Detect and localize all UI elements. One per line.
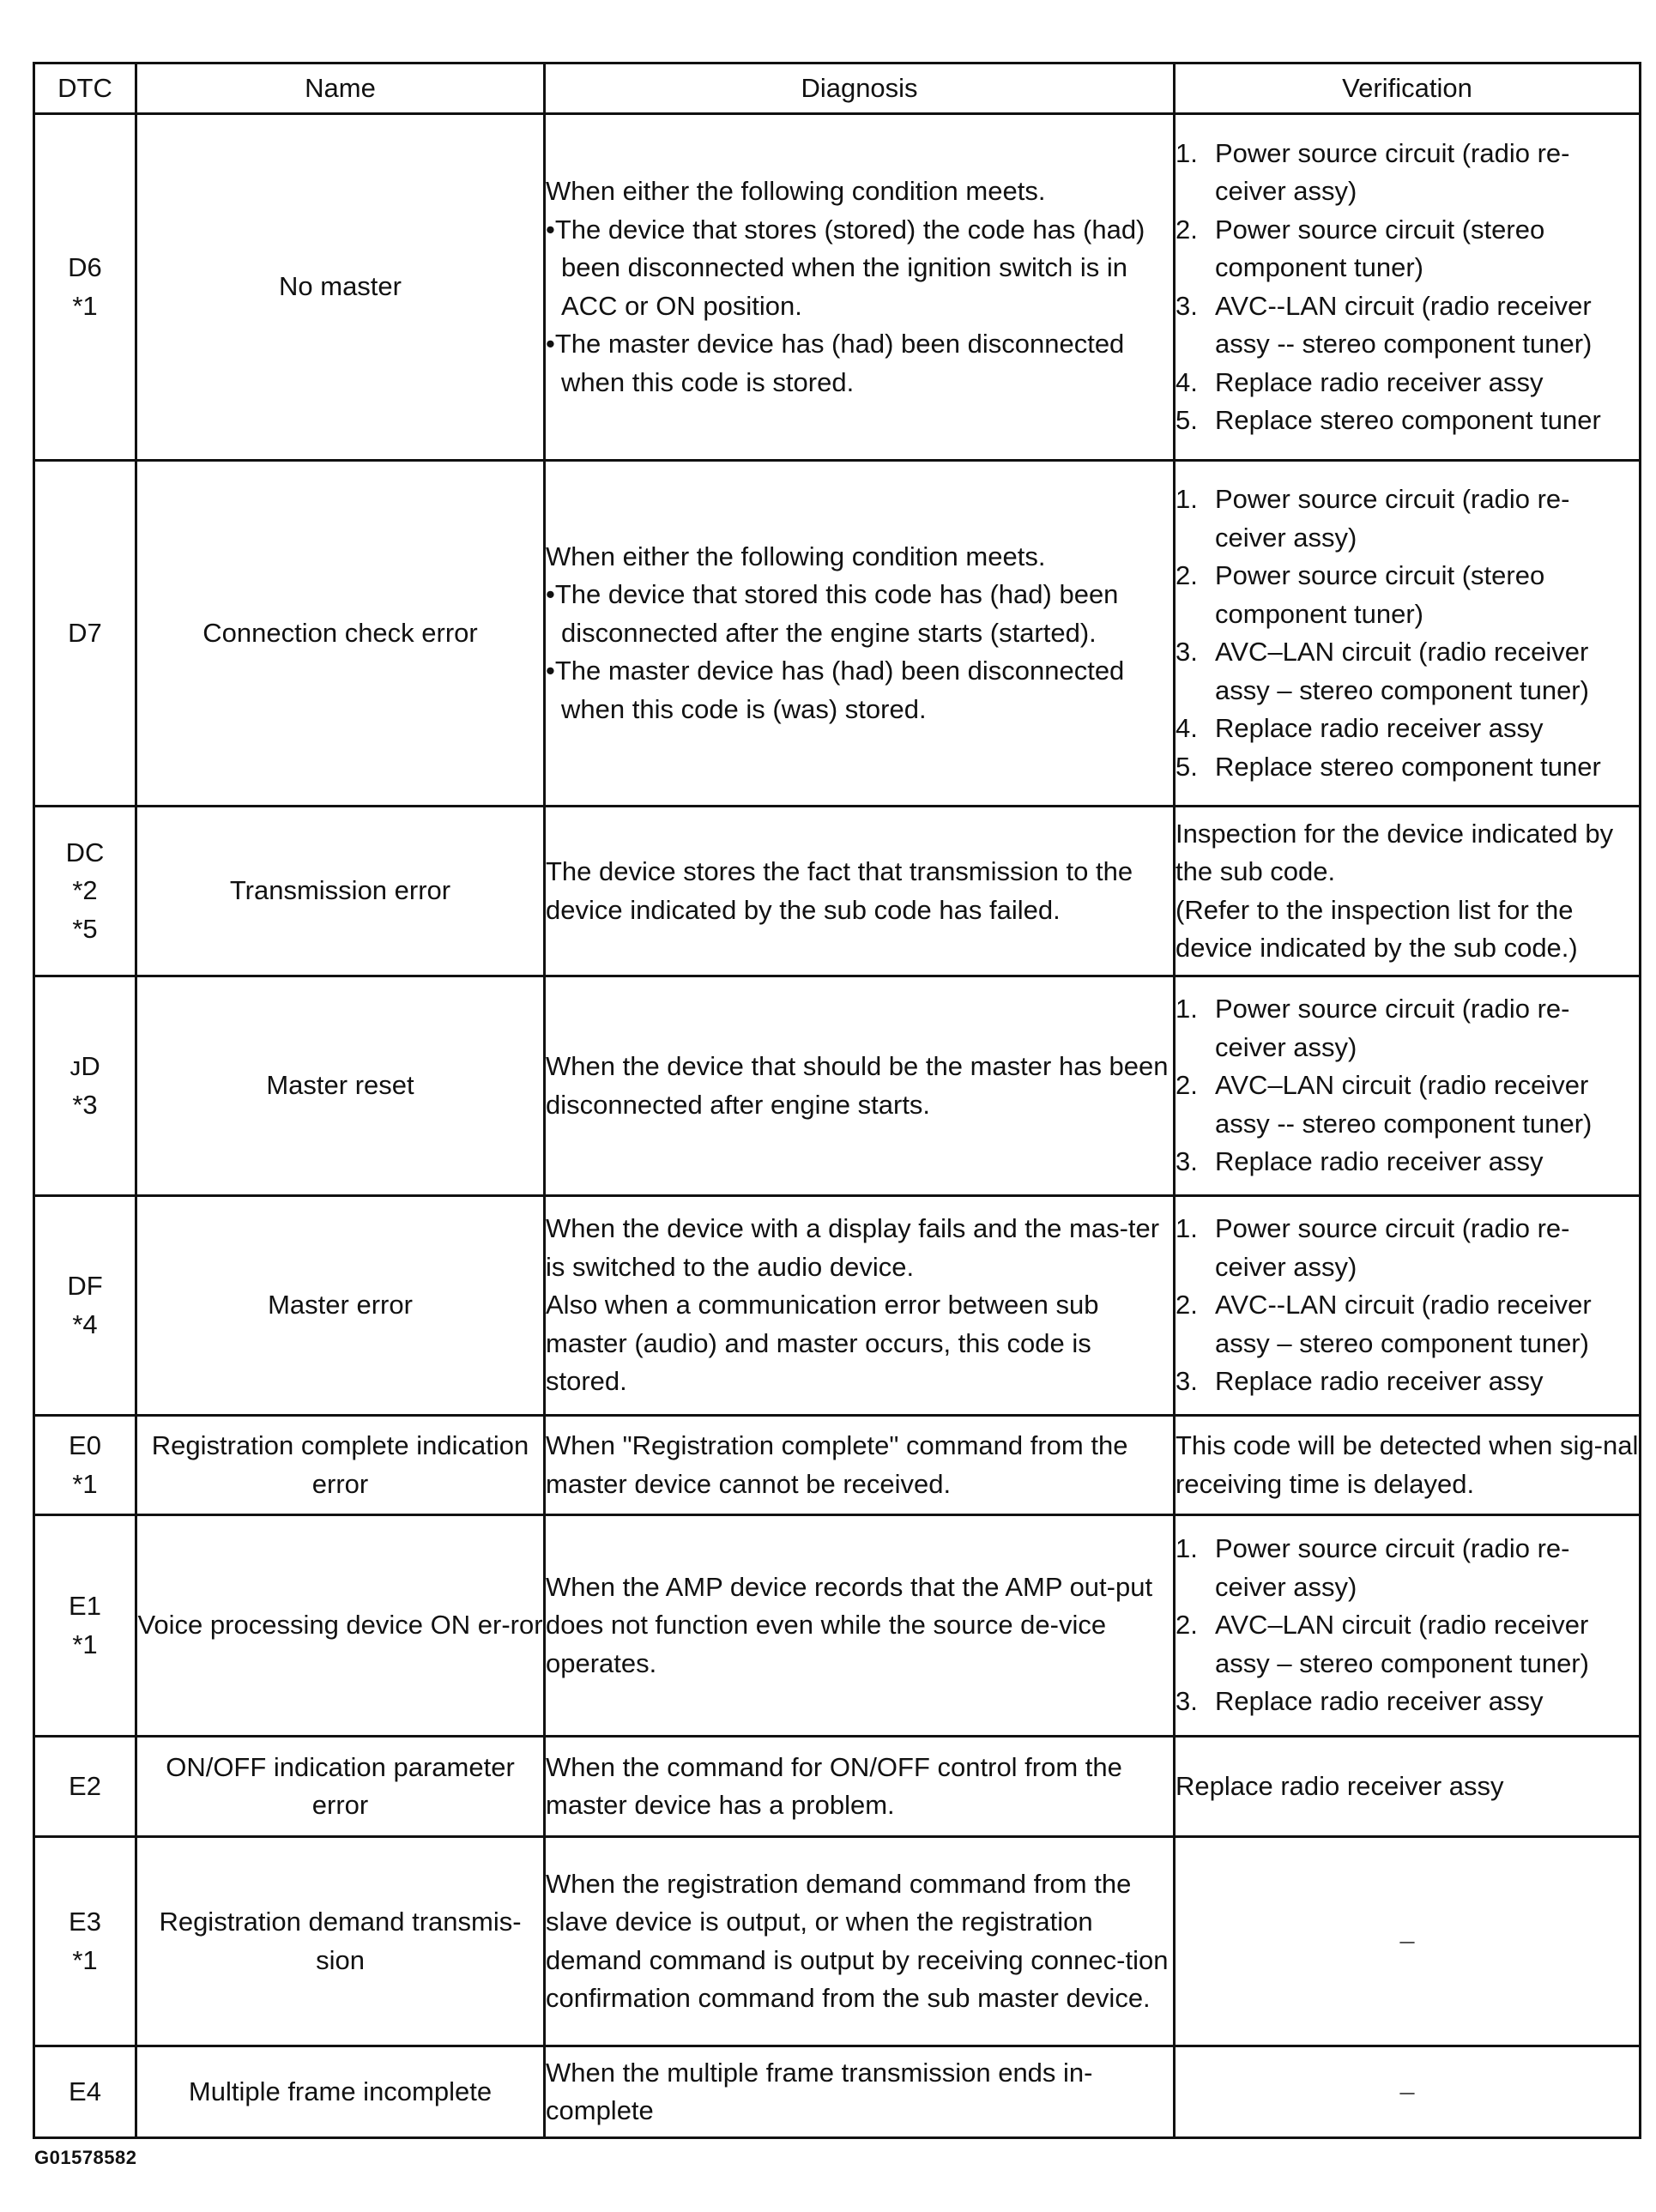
table-row xyxy=(34,1515,1641,1737)
dtc-code-cell xyxy=(34,1837,136,2046)
dtc-code-line: E2 xyxy=(69,1770,101,1801)
verification-step: 1. Power source circuit (radio re- xyxy=(1176,990,1639,1029)
dtc-name-cell xyxy=(136,461,545,807)
step-number: 3. xyxy=(1176,1366,1198,1397)
verification-cell xyxy=(1175,976,1641,1196)
step-number: 1. xyxy=(1176,1533,1198,1564)
dtc-name: No master xyxy=(279,271,402,302)
header-verification: Verification xyxy=(1175,63,1641,114)
step-number: 1. xyxy=(1176,137,1198,168)
verification-step: 3. AVC–LAN circuit (radio receiver xyxy=(1176,633,1639,672)
step-number: 2. xyxy=(1176,214,1198,245)
dtc-code-line: *2 xyxy=(72,875,98,906)
verification-step: 5. Replace stereo component tuner xyxy=(1176,402,1639,440)
diagnosis-cell xyxy=(545,976,1175,1196)
figure-id: G01578582 xyxy=(34,2147,137,2168)
step-number: 1. xyxy=(1176,994,1198,1024)
table-row xyxy=(34,976,1641,1196)
dtc-code-cell xyxy=(34,976,136,1196)
dtc-name: Registration demand transmis-sion xyxy=(159,1907,522,1975)
verification-step: 3. Replace radio receiver assy xyxy=(1176,1143,1639,1182)
step-number: 4. xyxy=(1176,366,1198,397)
dtc-name-cell xyxy=(136,1515,545,1737)
table-body xyxy=(34,114,1641,2138)
diagnosis-text: The device stores the fact that transmission to the device indicated by the sub code has failed. xyxy=(546,856,1133,925)
step-number: 3. xyxy=(1176,290,1198,321)
dtc-name: ON/OFF indication parameter error xyxy=(166,1751,515,1820)
verification-cell xyxy=(1175,1196,1641,1416)
diagnosis-text: When the command for ON/OFF control from the master device has a problem. xyxy=(546,1751,1122,1820)
verification-text: (Refer to the inspection list for the device indicated by the sub code.) xyxy=(1176,894,1578,963)
verification-text: This code will be detected when sig-nal receiving time is delayed. xyxy=(1176,1430,1639,1499)
table-row xyxy=(34,1416,1641,1515)
verification-step: 2. AVC–LAN circuit (radio receiver xyxy=(1176,1067,1639,1105)
verification-cell xyxy=(1175,807,1641,976)
dtc-name-cell xyxy=(136,1837,545,2046)
verification-step: 5. Replace stereo component tuner xyxy=(1176,748,1639,787)
dtc-code-line: E0 xyxy=(69,1430,101,1460)
step-number: 3. xyxy=(1176,1146,1198,1177)
dtc-code-cell xyxy=(34,807,136,976)
verification-step: 1. Power source circuit (radio re- xyxy=(1176,480,1639,519)
diagnosis-text: When either the following condition meets. xyxy=(546,541,1046,571)
table-row xyxy=(34,114,1641,461)
diagnosis-text: When "Registration complete" command from the master device cannot be received. xyxy=(546,1430,1128,1499)
verification-step: ceiver assy) xyxy=(1215,1571,1357,1602)
verification-cell xyxy=(1175,461,1641,807)
dtc-code-line: *3 xyxy=(72,1089,98,1120)
diagnosis-cell xyxy=(545,1837,1175,2046)
verification-step: 2. AVC–LAN circuit (radio receiver xyxy=(1176,1606,1639,1645)
dtc-code-line: *1 xyxy=(72,1629,98,1659)
dtc-code-line: *1 xyxy=(72,290,98,321)
dtc-code-line: D7 xyxy=(68,617,102,648)
verification-step: assy – stereo component tuner) xyxy=(1215,1647,1589,1678)
verification-step: 3. Replace radio receiver assy xyxy=(1176,1683,1639,1721)
diagnosis-cell xyxy=(545,1196,1175,1416)
dtc-name: Connection check error xyxy=(202,617,478,648)
dtc-code-line: *1 xyxy=(72,1468,98,1499)
dtc-name-cell xyxy=(136,1737,545,1837)
step-number: 2. xyxy=(1176,1070,1198,1101)
step-number: 4. xyxy=(1176,713,1198,743)
dtc-name: Master reset xyxy=(266,1070,414,1101)
verification-step: 2. AVC--LAN circuit (radio receiver xyxy=(1176,1286,1639,1325)
dtc-code-cell xyxy=(34,1416,136,1515)
diagnosis-text: When either the following condition meets. xyxy=(546,176,1046,206)
dtc-name: Master error xyxy=(268,1290,413,1321)
verification-step: assy – stereo component tuner) xyxy=(1215,1327,1589,1358)
diagnosis-text: When the device with a display fails and the mas-ter is switched to the audio device. xyxy=(546,1213,1160,1282)
dtc-code-line: *5 xyxy=(72,913,98,944)
step-number: 3. xyxy=(1176,1686,1198,1717)
dtc-code-line: E1 xyxy=(69,1591,101,1621)
diagnosis-bullet: •The master device has (had) been disconnected when this code is (was) stored. xyxy=(546,656,1125,724)
dtc-code-cell xyxy=(34,1737,136,1837)
verification-cell xyxy=(1175,1416,1641,1515)
dtc-code-line: D6 xyxy=(68,252,102,282)
verification-step: ceiver assy) xyxy=(1215,1251,1357,1282)
step-number: 2. xyxy=(1176,560,1198,590)
dtc-name-cell xyxy=(136,114,545,461)
diagnosis-cell xyxy=(545,461,1175,807)
diagnosis-text: When the device that should be the master has been disconnected after engine starts. xyxy=(546,1051,1169,1120)
dtc-code-line: E4 xyxy=(69,2076,101,2106)
table-row xyxy=(34,1196,1641,1416)
verification-cell xyxy=(1175,1737,1641,1837)
dtc-code-cell xyxy=(34,1515,136,1737)
diagnosis-bullet: •The device that stored this code has (had) been disconnected after the engine starts (started). xyxy=(546,579,1119,648)
verification-step: ceiver assy) xyxy=(1215,176,1357,206)
header-dtc: DTC xyxy=(34,63,136,114)
verification-step: 2. Power source circuit (stereo xyxy=(1176,211,1639,250)
verification-cell xyxy=(1175,2046,1641,2138)
diagnosis-text: When the AMP device records that the AMP out-put does not function even while the source de-vice operates. xyxy=(546,1571,1153,1678)
dtc-name: Transmission error xyxy=(229,875,451,906)
dtc-code-cell xyxy=(34,1196,136,1416)
table-row xyxy=(34,1837,1641,2046)
verification-step: assy – stereo component tuner) xyxy=(1215,674,1589,705)
verification-step: ceiver assy) xyxy=(1215,1031,1357,1062)
diagnosis-bullet: •The device that stores (stored) the code has (had) been disconnected when the ignition switch is in ACC or ON position. xyxy=(546,214,1145,321)
dtc-name: Registration complete indication error xyxy=(151,1430,529,1499)
dtc-code-cell xyxy=(34,461,136,807)
dtc-code-line: DF xyxy=(67,1271,103,1301)
table-row xyxy=(34,1737,1641,1837)
verification-cell xyxy=(1175,1515,1641,1737)
verification-step: component tuner) xyxy=(1215,598,1423,629)
dtc-table xyxy=(33,62,1641,2139)
verification-step: 2. Power source circuit (stereo xyxy=(1176,557,1639,595)
dtc-name-cell xyxy=(136,2046,545,2138)
header-row xyxy=(34,63,1641,114)
verification-step: assy -- stereo component tuner) xyxy=(1215,329,1593,359)
step-number: 3. xyxy=(1176,637,1198,667)
dtc-code-line: *1 xyxy=(72,1944,98,1975)
diagnosis-cell xyxy=(545,1416,1175,1515)
step-number: 1. xyxy=(1176,1213,1198,1244)
verification-cell xyxy=(1175,1837,1641,2046)
dtc-code-line: E3 xyxy=(69,1907,101,1937)
dtc-name-cell xyxy=(136,807,545,976)
dtc-name: Voice processing device ON er-ror xyxy=(137,1610,543,1641)
diagnosis-cell xyxy=(545,807,1175,976)
verification-step: assy -- stereo component tuner) xyxy=(1215,1108,1593,1139)
diagnosis-text: When the multiple frame transmission ends in-complete xyxy=(546,2057,1093,2125)
table-row xyxy=(34,461,1641,807)
verification-step: 1. Power source circuit (radio re- xyxy=(1176,135,1639,173)
table-row xyxy=(34,807,1641,976)
dtc-table-sheet xyxy=(33,62,1639,2139)
diagnosis-cell xyxy=(545,114,1175,461)
table-row xyxy=(34,2046,1641,2138)
verification-text: Inspection for the device indicated by the sub code. xyxy=(1176,818,1614,886)
dtc-code-line: ᴊD xyxy=(70,1051,100,1081)
verification-step: 1. Power source circuit (radio re- xyxy=(1176,1210,1639,1248)
empty-dash: – xyxy=(1399,2076,1415,2106)
diagnosis-cell xyxy=(545,1737,1175,1837)
diagnosis-bullet: •The master device has (had) been disconnected when this code is stored. xyxy=(546,329,1125,397)
diagnosis-cell xyxy=(545,2046,1175,2138)
step-number: 2. xyxy=(1176,1290,1198,1321)
dtc-code-line: *4 xyxy=(72,1308,98,1339)
dtc-name-cell xyxy=(136,976,545,1196)
verification-step: 3. AVC--LAN circuit (radio receiver xyxy=(1176,287,1639,326)
empty-dash: – xyxy=(1399,1925,1415,1956)
verification-cell xyxy=(1175,114,1641,461)
diagnosis-cell xyxy=(545,1515,1175,1737)
header-name: Name xyxy=(136,63,545,114)
verification-step: 1. Power source circuit (radio re- xyxy=(1176,1530,1639,1568)
verification-step: 4. Replace radio receiver assy xyxy=(1176,710,1639,748)
verification-step: 3. Replace radio receiver assy xyxy=(1176,1363,1639,1401)
step-number: 1. xyxy=(1176,484,1198,514)
dtc-name: Multiple frame incomplete xyxy=(188,2076,493,2106)
step-number: 2. xyxy=(1176,1610,1198,1641)
dtc-code-cell xyxy=(34,114,136,461)
verification-text: Replace radio receiver assy xyxy=(1176,1770,1504,1801)
dtc-code-cell xyxy=(34,2046,136,2138)
header-diagnosis: Diagnosis xyxy=(545,63,1175,114)
step-number: 5. xyxy=(1176,405,1198,435)
diagnosis-text: When the registration demand command from the slave device is output, or when the registration demand command is output by receiving connec-tion confirmation command from the sub master device. xyxy=(546,1868,1169,2013)
verification-step: component tuner) xyxy=(1215,252,1423,282)
verification-step: ceiver assy) xyxy=(1215,522,1357,553)
dtc-code-line: DC xyxy=(65,837,105,867)
diagnosis-text: Also when a communication error between sub master (audio) and master occurs, this code is stored. xyxy=(546,1290,1099,1397)
dtc-name-cell xyxy=(136,1416,545,1515)
step-number: 5. xyxy=(1176,751,1198,782)
verification-step: 4. Replace radio receiver assy xyxy=(1176,364,1639,402)
dtc-name-cell xyxy=(136,1196,545,1416)
